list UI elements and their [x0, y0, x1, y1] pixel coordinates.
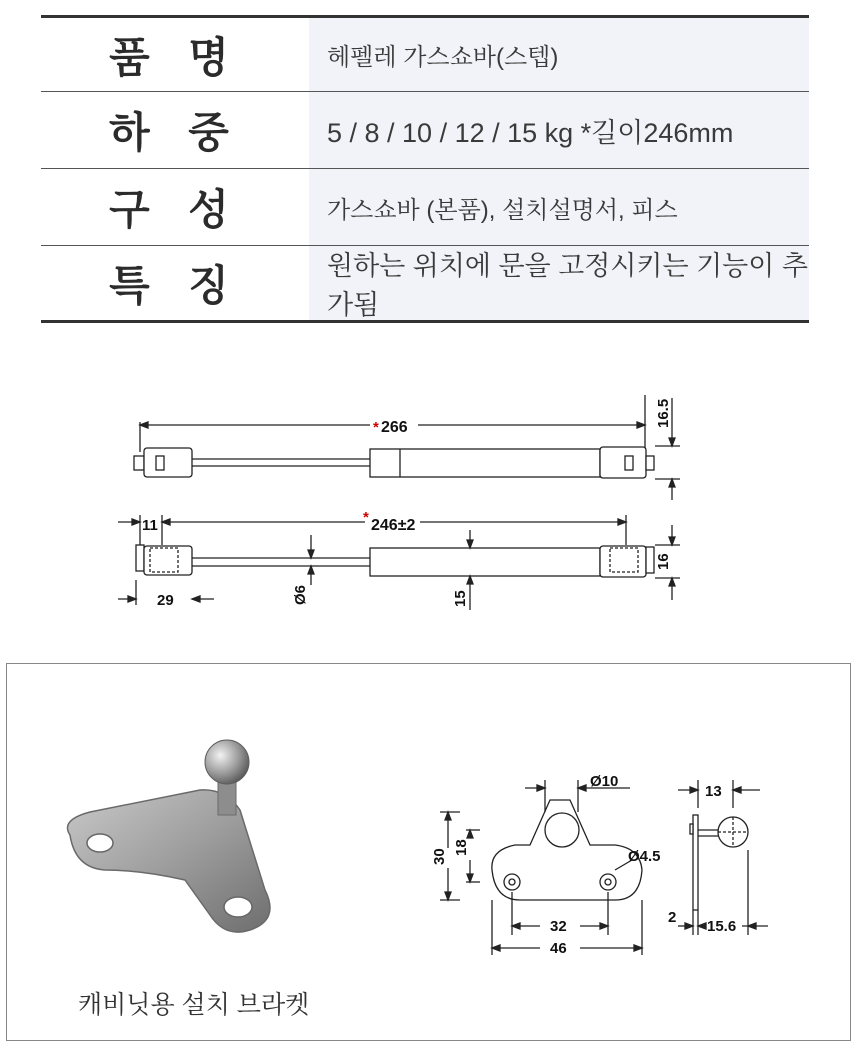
spec-key-load: 하 중 [41, 92, 309, 168]
bracket-drawing [420, 760, 780, 970]
dim-bracket-height: 30 [431, 848, 448, 865]
dim-body-diameter: 15 [452, 590, 469, 607]
bracket-caption: 캐비닛용 설치 브라켓 [78, 991, 310, 1019]
spec-row-load [41, 92, 809, 169]
spec-key-name: 품 명 [41, 18, 309, 91]
spec-value-components: 가스쇼바 (본품), 설치설명서, 피스 [309, 169, 809, 245]
dim-hole-spacing: 32 [550, 918, 567, 935]
spec-key-components: 구 성 [41, 169, 309, 245]
dim-total-length: 266 [381, 419, 408, 436]
dim-side-depth: 15.6 [707, 918, 737, 935]
dim-side-height: 16 [655, 553, 672, 570]
dim-ball-diameter: Ø10 [590, 773, 619, 790]
dim-installed-length: 246±2 [371, 517, 416, 534]
spec-row-components [41, 169, 809, 246]
dim-hole-height: 18 [453, 839, 470, 856]
spec-value-feature: 원하는 위치에 문을 고정시키는 기능이 추가됨 [309, 246, 809, 320]
dim-end-length: 29 [157, 592, 174, 609]
asterisk-mark: * [373, 419, 379, 436]
dim-rod-diameter: Ø6 [292, 584, 309, 605]
bracket-photo [50, 720, 310, 950]
dim-end-width: 11 [142, 517, 158, 534]
spec-key-feature: 특 징 [41, 246, 309, 320]
dim-plate-thickness: 2 [668, 909, 677, 926]
asterisk-mark-2: * [363, 509, 369, 526]
dim-top-height: 16.5 [655, 398, 672, 428]
dim-hole-diameter: Ø4.5 [628, 848, 661, 865]
gas-spring-drawing [0, 360, 860, 620]
spec-row-feature [41, 246, 809, 323]
spec-row-name [41, 15, 809, 92]
spec-value-name: 헤펠레 가스쇼바(스텝) [309, 18, 809, 91]
spec-value-load: 5 / 8 / 10 / 12 / 15 kg *길이246mm [309, 92, 809, 168]
dim-plate-width: 46 [550, 940, 567, 957]
dim-side-width: 13 [705, 783, 722, 800]
spec-table [41, 15, 809, 323]
